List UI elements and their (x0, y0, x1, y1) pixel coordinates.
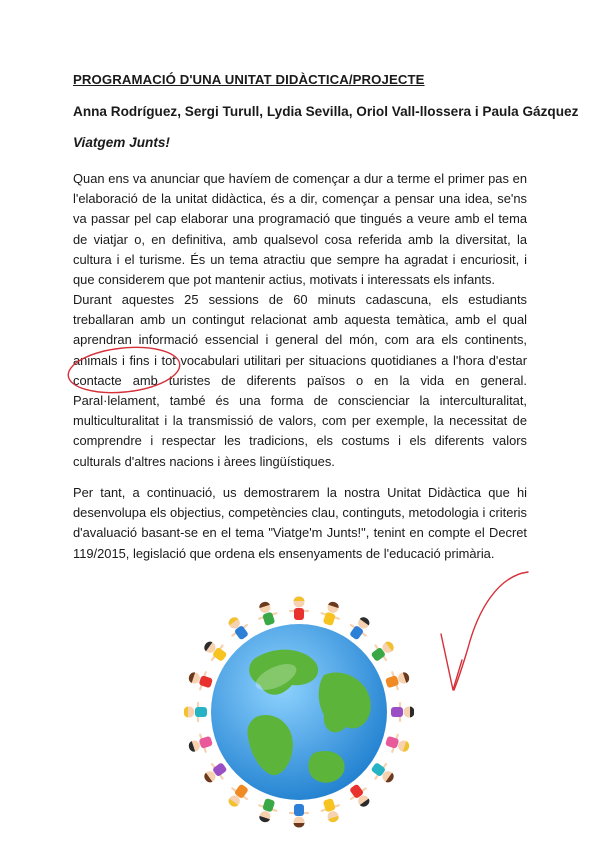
child-figure (184, 703, 207, 721)
child-figure (391, 703, 414, 721)
child-figure (384, 732, 412, 756)
globe-children-illustration (184, 567, 414, 842)
child-figure (290, 597, 308, 621)
child-figure (186, 732, 214, 756)
child-figure (368, 759, 398, 787)
arrow-head-icon (441, 634, 462, 690)
child-figure (290, 804, 308, 828)
paragraph-sessions: Durant aquestes 25 sessions de 60 minuts cadascuna, els estudiants treballaran amb un contingut relacionat amb aquesta temàtica, amb el qual aprendran informació essencial i general del món, com ara els continents, animals i fins i tot vocabulari utilitari per situacions quotidianes a l'hora d'estar contacte amb turistes de diferents països o en la vida en general. Paral·lelament, també és una forma de conscienciar la interculturalitat, multiculturalitat i la transmissió de valors, com per exemple, la necessitat de comprendre i respectar les tradicions, els costums i els diferents valors culturals d'altres nacions i àrees lingüístiques. (73, 292, 527, 469)
child-figure (368, 637, 398, 665)
child-figure (319, 797, 343, 825)
child-figure (319, 599, 343, 627)
project-subtitle: Viatgem Junts! (73, 135, 170, 150)
authors-line: Anna Rodríguez, Sergi Turull, Lydia Sevilla, Oriol Vall-llossera i Paula Gázquez (73, 104, 579, 119)
paragraph-intro: Quan ens va anunciar que havíem de començar a dur a terme el primer pas en l'elaboració de la unitat didàctica, és a dir, començar a pensar una idea, se'ns va passar pel cap elaborar una programació que tingués a veure amb el tema de viatjar o, en definitiva, amb qualsevol cosa referida amb la diversitat, la cultura i el turisme. És un tema atractiu que sempre ha agradat i encuriosit, i que considerem que pot mantenir actius, motivats i interessats els infants. (73, 171, 527, 288)
annotation-arrow (454, 572, 528, 690)
child-figure (186, 668, 214, 692)
child-figure (346, 613, 374, 643)
child-figure (200, 637, 230, 665)
child-figure (384, 668, 412, 692)
child-figure (200, 759, 230, 787)
document-title: PROGRAMACIÓ D'UNA UNITAT DIDÀCTICA/PROJECTE (73, 72, 425, 87)
child-figure (255, 797, 279, 825)
child-figure (224, 613, 252, 643)
child-figure (224, 781, 252, 811)
child-figure (346, 781, 374, 811)
child-figure (255, 599, 279, 627)
paragraph-conclusion: Per tant, a continuació, us demostrarem la nostra Unitat Didàctica que hi desenvolupa els objectius, competències clau, continguts, metodologia i criteris d'avaluació basant-se en el tema "Viatge'm Junts!", tenint en compte el Decret 119/2015, legislació que ordena els ensenyaments de l'educació primària. (73, 485, 527, 561)
